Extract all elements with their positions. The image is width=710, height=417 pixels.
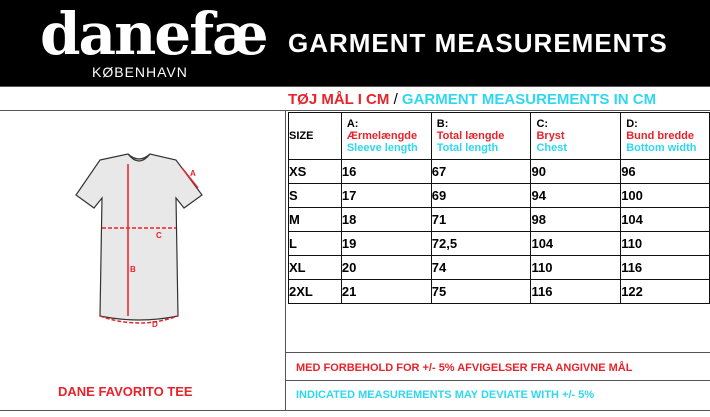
- column-letter: C:: [536, 118, 549, 130]
- table-row: [289, 256, 710, 280]
- chest-cell: 90: [531, 160, 621, 184]
- size-cell: L: [289, 232, 342, 256]
- subtitle-english: GARMENT MEASUREMENTS IN CM: [401, 91, 657, 108]
- total-length-cell: 75: [431, 280, 531, 304]
- table-row: [289, 280, 710, 304]
- bottom-width-cell: 100: [621, 184, 710, 208]
- column-header-b: [431, 113, 531, 160]
- chest-cell: 104: [531, 232, 621, 256]
- chest-cell: 98: [531, 208, 621, 232]
- table-row: [289, 184, 710, 208]
- column-header-a: [341, 113, 431, 160]
- table-row: [289, 160, 710, 184]
- divider-bottom: [0, 410, 710, 411]
- page-title: GARMENT MEASUREMENTS: [288, 28, 668, 58]
- column-label-english: Total length: [436, 142, 499, 154]
- column-header-c: [531, 113, 621, 160]
- brand-logo: danefæ: [40, 0, 267, 68]
- divider-notes-mid: [285, 380, 710, 381]
- total-length-cell: 67: [431, 160, 531, 184]
- divider-top: [0, 86, 710, 87]
- column-header-d: [621, 113, 710, 160]
- size-cell: XS: [289, 160, 342, 184]
- column-label-danish: Bryst: [536, 130, 565, 142]
- column-label-danish: Total længde: [436, 130, 505, 142]
- size-cell: S: [289, 184, 342, 208]
- size-cell: 2XL: [289, 280, 342, 304]
- total-length-cell: 71: [431, 208, 531, 232]
- product-name: DANE FAVORITO TEE: [58, 384, 193, 399]
- total-length-cell: 69: [431, 184, 531, 208]
- chest-cell: 94: [531, 184, 621, 208]
- size-column-header: SIZE: [289, 113, 342, 160]
- header-bar: [0, 0, 710, 86]
- size-cell: M: [289, 208, 342, 232]
- table-row: [289, 208, 710, 232]
- column-letter: A:: [346, 118, 359, 130]
- column-label-english: Sleeve length: [346, 142, 418, 154]
- column-label-danish: Ærmelængde: [346, 130, 418, 142]
- column-letter: D:: [626, 118, 638, 130]
- disclaimer-english: INDICATED MEASUREMENTS MAY DEVIATE WITH +/- 5%: [296, 389, 595, 401]
- subtitle-danish: TØJ MÅL I CM: [288, 91, 390, 108]
- brand-city: KØBENHAVN: [92, 64, 188, 80]
- chest-cell: 116: [531, 280, 621, 304]
- sleeve-length-cell: 16: [341, 160, 431, 184]
- divider-notes: [285, 352, 710, 353]
- bottom-width-cell: 116: [621, 256, 710, 280]
- sleeve-length-cell: 20: [341, 256, 431, 280]
- column-letter: B:: [436, 118, 449, 130]
- size-table: [288, 112, 710, 304]
- total-length-cell: 74: [431, 256, 531, 280]
- diagram-label-c: C: [156, 231, 162, 240]
- sleeve-length-cell: 21: [341, 280, 431, 304]
- table-header-row: [289, 113, 710, 160]
- diagram-label-b: B: [130, 265, 136, 274]
- column-label-danish: Bund bredde: [626, 130, 695, 142]
- subtitle: [288, 91, 656, 108]
- bottom-width-cell: 122: [621, 280, 710, 304]
- bottom-width-cell: 110: [621, 232, 710, 256]
- bottom-width-cell: 96: [621, 160, 710, 184]
- tshirt-shape: [76, 154, 202, 320]
- divider-vertical: [285, 110, 286, 410]
- diagram-label-d: D: [152, 320, 158, 329]
- sleeve-length-cell: 18: [341, 208, 431, 232]
- size-cell: XL: [289, 256, 342, 280]
- table-row: [289, 232, 710, 256]
- chest-cell: 110: [531, 256, 621, 280]
- disclaimer-danish: MED FORBEHOLD FOR +/- 5% AFVIGELSER FRA ANGIVNE MÅL: [296, 362, 633, 374]
- column-label-english: Chest: [536, 142, 568, 154]
- total-length-cell: 72,5: [431, 232, 531, 256]
- diagram-label-a: A: [190, 169, 196, 178]
- subtitle-separator: /: [393, 91, 398, 108]
- tshirt-diagram-icon: [64, 150, 214, 330]
- column-label-english: Bottom width: [626, 142, 697, 154]
- divider-subtitle: [0, 110, 710, 111]
- sleeve-length-cell: 17: [341, 184, 431, 208]
- bottom-width-cell: 104: [621, 208, 710, 232]
- sleeve-length-cell: 19: [341, 232, 431, 256]
